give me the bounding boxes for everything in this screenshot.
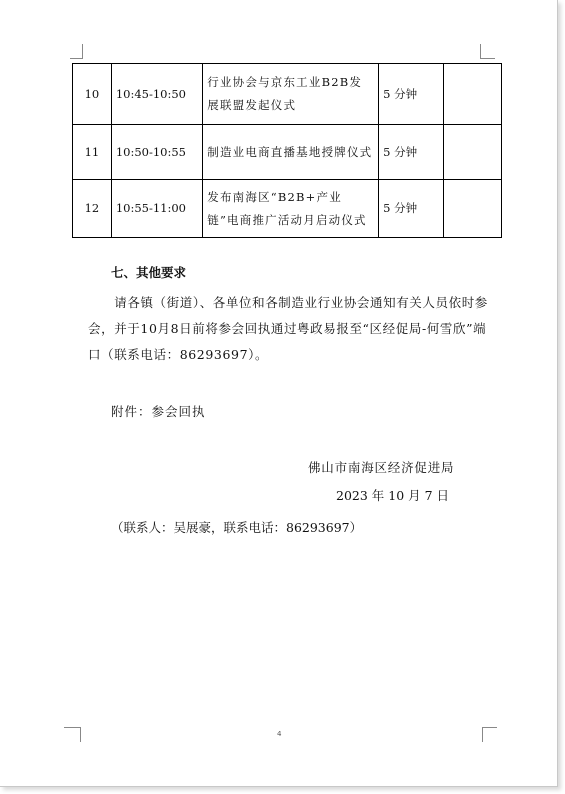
row-note	[443, 180, 501, 238]
row-duration: 5 分钟	[379, 125, 443, 180]
section-body: 请各镇（街道）、各单位和各制造业行业协会通知有关人员依时参会，并于10月8日前将参会回执通过粤政易报至“区经促局-何雪欣”端口（联系电话：86293697）。	[88, 295, 488, 362]
signature-date: 2023 年 10 月 7 日	[336, 488, 450, 503]
row-note	[443, 64, 501, 125]
table-row	[73, 125, 502, 180]
section-heading: 七、其他要求	[111, 265, 187, 280]
contact-line: （联系人：吴展豪，联系电话：86293697）	[111, 520, 363, 535]
crop-mark-top-left	[70, 44, 83, 59]
row-item: 行业协会与京东工业B2B发展联盟发起仪式	[203, 64, 379, 125]
row-time: 10:50-10:55	[111, 125, 202, 180]
signature-org: 佛山市南海区经济促进局	[308, 460, 455, 475]
crop-mark-bottom-right	[482, 727, 497, 742]
row-duration: 5 分钟	[379, 180, 443, 238]
page-number: 4	[277, 730, 282, 738]
row-time: 10:55-11:00	[111, 180, 202, 238]
row-time: 10:45-10:50	[111, 64, 202, 125]
row-note	[443, 125, 501, 180]
schedule-table	[72, 63, 502, 238]
row-number: 12	[73, 180, 112, 238]
crop-mark-bottom-left	[64, 727, 81, 742]
table-row	[73, 64, 502, 125]
row-item: 制造业电商直播基地授牌仪式	[203, 125, 379, 180]
row-duration: 5 分钟	[379, 64, 443, 125]
row-number: 11	[73, 125, 112, 180]
table-row	[73, 180, 502, 238]
crop-mark-top-right	[480, 44, 495, 59]
row-number: 10	[73, 64, 112, 125]
row-item: 发布南海区“B2B+产业链”电商推广活动月启动仪式	[203, 180, 379, 238]
attachment-note: 附件：参会回执	[111, 404, 206, 419]
